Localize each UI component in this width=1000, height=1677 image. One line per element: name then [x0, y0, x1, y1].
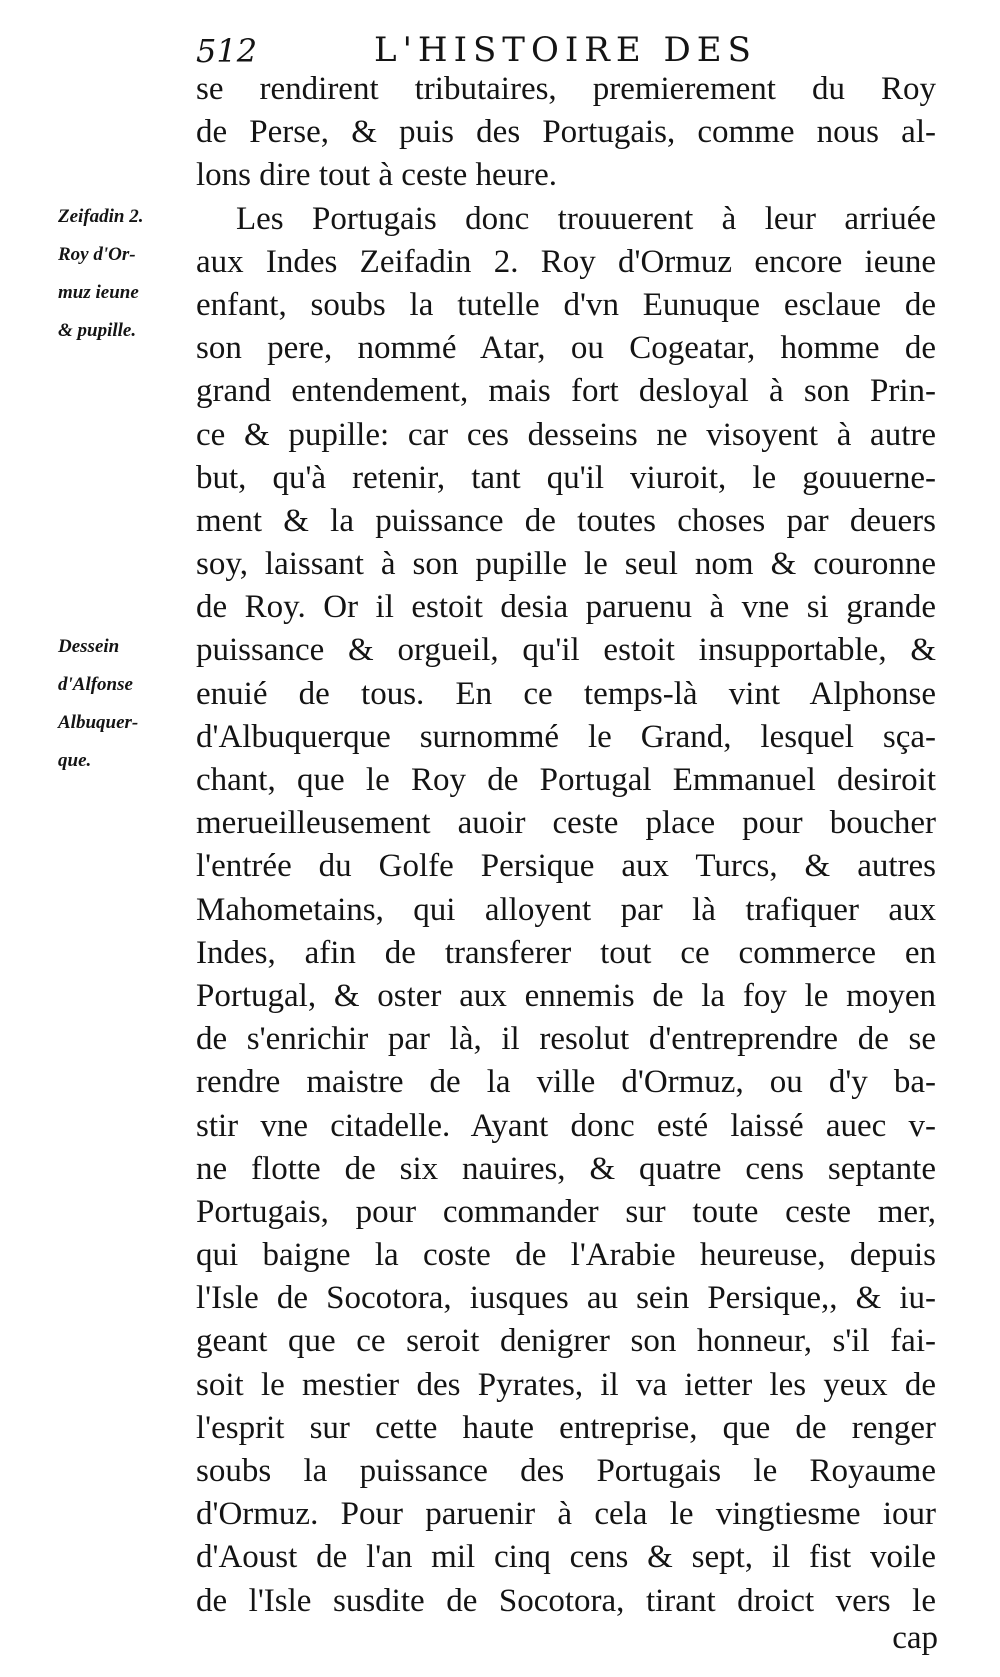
text-line: l'entrée du Golfe Persique aux Turcs, & autres — [196, 848, 936, 885]
text-line: Les Portugais donc trouuerent à leur arriuée — [236, 200, 936, 237]
text-line: puissance & orgueil, qu'il estoit insupportable, & — [196, 632, 936, 669]
text-line: Portugal, & oster aux ennemis de la foy le moyen — [196, 977, 936, 1014]
page-number: 512 — [196, 32, 258, 70]
text-line: ment & la puissance de toutes choses par deuers — [196, 502, 936, 539]
margin-note-zeifadin — [58, 198, 194, 350]
text-line: qui baigne la coste de l'Arabie heureuse, depuis — [196, 1237, 936, 1274]
text-line: soubs la puissance des Portugais le Royaume — [196, 1453, 936, 1489]
text-line: l'Isle de Socotora, iusques au sein Persique,, & iu- — [196, 1280, 936, 1317]
margin-note-line: Zeifadin 2. — [58, 206, 144, 227]
margin-note-line: que. — [58, 750, 92, 771]
text-line: l'esprit sur cette haute entreprise, que de renger — [196, 1409, 936, 1446]
text-line: ne flotte de six nauires, & quatre cens septante — [196, 1150, 936, 1187]
text-line: ce & pupille: car ces desseins ne visoyent à autre — [196, 416, 936, 453]
catchword: cap — [892, 1620, 938, 1656]
text-line: d'Aoust de l'an mil cinq cens & sept, il fist voile — [196, 1539, 936, 1576]
text-line: de l'Isle susdite de Socotora, tirant droict vers le — [196, 1582, 936, 1619]
margin-note-line: d'Alfonse — [58, 674, 133, 695]
text-line: Mahometains, qui alloyent par là trafiquer aux — [196, 891, 936, 928]
margin-note-line: muz ieune — [58, 282, 139, 303]
margin-note-albuquerque — [58, 628, 194, 780]
text-line: grand entendement, mais fort desloyal à son Prin- — [196, 373, 936, 410]
text-line: enfant, soubs la tutelle d'vn Eunuque esclaue de — [196, 286, 936, 323]
text-line: rendre maistre de la ville d'Ormuz, ou d'y ba- — [196, 1064, 936, 1101]
text-line: aux Indes Zeifadin 2. Roy d'Ormuz encore ieune — [196, 243, 936, 280]
text-line: stir vne citadelle. Ayant donc esté laissé auec v- — [196, 1107, 936, 1144]
margin-note-line: & pupille. — [58, 320, 137, 341]
text-line: enuié de tous. En ce temps-là vint Alphonse — [196, 675, 936, 712]
text-line: soy, laissant à son pupille le seul nom & couronne — [196, 546, 936, 583]
text-line: lons dire tout à ceste heure. — [196, 157, 558, 194]
text-line: chant, que le Roy de Portugal Emmanuel desiroit — [196, 762, 936, 798]
text-line: Indes, afin de transferer tout ce commerce en — [196, 934, 936, 971]
text-line: son pere, nommé Atar, ou Cogeatar, homme de — [196, 330, 936, 367]
text-line: soit le mestier des Pyrates, il va ietter les yeux de — [196, 1366, 936, 1403]
margin-note-line: Albuquer- — [58, 712, 139, 733]
text-line: Portugais, pour commander sur toute ceste mer, — [196, 1193, 936, 1230]
text-line: de Roy. Or il estoit desia paruenu à vne si grande — [196, 589, 936, 626]
running-title: L'HISTOIRE DES — [374, 30, 757, 70]
text-line: merueilleusement auoir ceste place pour boucher — [196, 805, 936, 842]
text-line: d'Albuquerque surnommé le Grand, lesquel sça- — [196, 718, 936, 755]
text-line: de Perse, & puis des Portugais, comme nous al- — [196, 114, 936, 151]
text-line: d'Ormuz. Pour paruenir à cela le vingtiesme iour — [196, 1496, 936, 1533]
margin-note-line: Dessein — [58, 636, 120, 657]
text-line: se rendirent tributaires, premierement du Roy — [196, 71, 936, 107]
body-text — [196, 68, 936, 1623]
text-line: but, qu'à retenir, tant qu'il viuroit, le gouuerne- — [196, 459, 936, 496]
text-line: geant que ce seroit denigrer son honneur, s'il fai- — [196, 1323, 936, 1360]
text-line: de s'enrichir par là, il resolut d'entreprendre de se — [196, 1021, 936, 1058]
margin-note-line: Roy d'Or- — [58, 244, 136, 265]
